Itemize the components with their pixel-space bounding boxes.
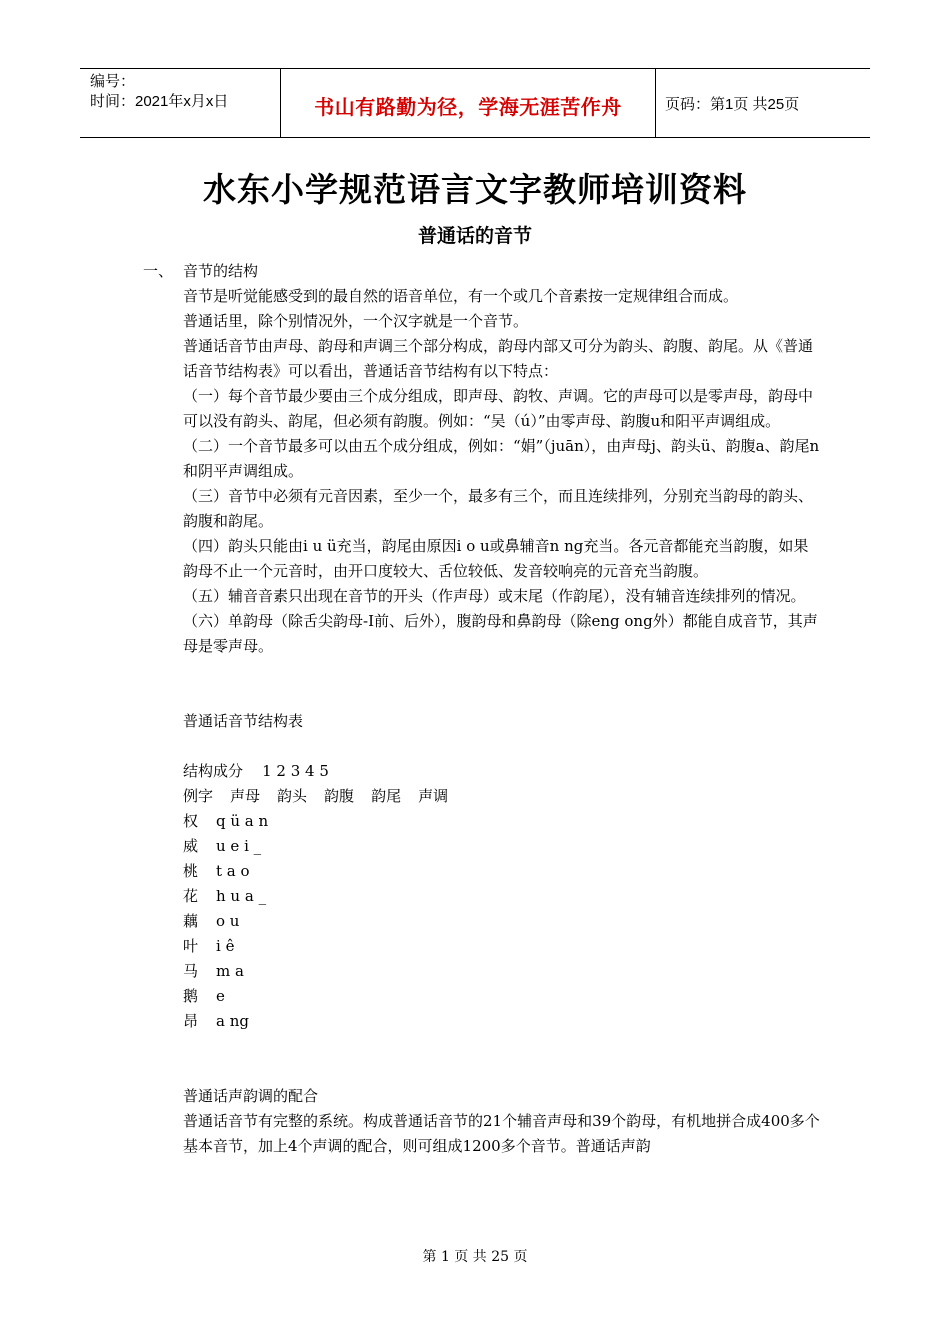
section-heading: 普通话声韵调的配合 xyxy=(183,1087,319,1105)
table-row xyxy=(183,984,823,1009)
document-body xyxy=(183,259,823,1159)
table-header-cell: 声母 xyxy=(230,787,261,805)
table-row xyxy=(183,834,823,859)
header-meta xyxy=(90,72,228,112)
syllable-parts: m a xyxy=(216,962,244,980)
example-char: 叶 xyxy=(183,937,199,955)
table-row xyxy=(183,809,823,834)
section-heading: 音节的结构 xyxy=(183,262,259,280)
paragraph: （五）辅音音素只出现在音节的开头（作声母）或末尾（作韵尾），没有辅音连续排列的情况。 xyxy=(183,587,806,605)
table-header-cell: 韵腹 xyxy=(324,787,355,805)
paragraph: 音节是听觉能感受到的最自然的语音单位，有一个或几个音素按一定规律组合而成。 xyxy=(183,287,739,305)
paragraph: （二）一个音节最多可以由五个成分组成，例如：“娟”（juān），由声母j、韵头ü、韵腹a、韵尾n和阴平声调组成。 xyxy=(183,437,820,480)
document-subtitle: 普通话的音节 xyxy=(417,225,532,247)
table-row xyxy=(183,909,823,934)
syllable-parts: a ng xyxy=(216,1012,249,1030)
page-footer: 第 1 页 共 25 页 xyxy=(422,1249,528,1265)
paragraph: 普通话音节有完整的系统。构成普通话音节的21个辅音声母和39个韵母，有机地拼合成400多个基本音节，加上4个声调的配合，则可组成1200多个音节。普通话声韵 xyxy=(183,1112,820,1155)
syllable-parts: t a o xyxy=(216,862,250,880)
table-header-cell: 韵尾 xyxy=(371,787,402,805)
syllable-parts: q ü a n xyxy=(216,812,269,830)
syllable-parts: i ê xyxy=(216,937,235,955)
example-char: 权 xyxy=(183,812,199,830)
table-row xyxy=(183,959,823,984)
paragraph: （一）每个音节最少要由三个成分组成，即声母、韵牧、声调。它的声母可以是零声母，韵母中可以没有韵头、韵尾，但必须有韵腹。例如：“吴（ú）”由零声母、韵腹u和阳平声调组成。 xyxy=(183,387,814,430)
serial-label: 编号： xyxy=(90,73,136,90)
header-page-info: 页码：第1页 共25页 xyxy=(665,96,800,113)
paragraph: （四）韵头只能由i u ü充当，韵尾由原因i o u或鼻辅音n ng充当。各元音都能充当韵腹，如果韵母不止一个元音时，由开口度较大、舌位较低、发音较响亮的元音充当韵腹。 xyxy=(183,537,809,580)
table-header-cell: 声调 xyxy=(418,787,449,805)
components-row: 结构成分 1 2 3 4 5 xyxy=(183,762,329,780)
syllable-parts: e xyxy=(216,987,225,1005)
table-row xyxy=(183,859,823,884)
syllable-parts: o u xyxy=(216,912,240,930)
syllable-parts: h u a _ xyxy=(216,887,267,905)
example-char: 花 xyxy=(183,887,199,905)
table-row xyxy=(183,1009,823,1034)
document-title: 水东小学规范语言文字教师培训资料 xyxy=(203,170,747,209)
table-header-cell: 例字 xyxy=(183,787,214,805)
table-header-cell: 韵头 xyxy=(277,787,308,805)
example-char: 鹅 xyxy=(183,987,199,1005)
example-char: 马 xyxy=(183,962,199,980)
example-char: 威 xyxy=(183,837,199,855)
example-char: 昂 xyxy=(183,1012,199,1030)
paragraph: （六）单韵母（除舌尖韵母-I前、后外），腹韵母和鼻韵母（除eng ong外）都能自成音节，其声母是零声母。 xyxy=(183,612,818,655)
section-number: 一、 xyxy=(143,262,174,280)
paragraph: 普通话音节由声母、韵母和声调三个部分构成，韵母内部又可分为韵头、韵腹、韵尾。从《普通话音节结构表》可以看出，普通话音节结构有以下特点： xyxy=(183,337,814,380)
syllable-parts: u e i _ xyxy=(216,837,262,855)
table-caption: 普通话音节结构表 xyxy=(183,712,304,730)
paragraph: （三）音节中必须有元音因素，至少一个，最多有三个，而且连续排列，分别充当韵母的韵头、韵腹和韵尾。 xyxy=(183,487,814,530)
example-char: 藕 xyxy=(183,912,199,930)
table-row xyxy=(183,934,823,959)
table-row xyxy=(183,884,823,909)
time-label: 时间：2021年x月x日 xyxy=(90,93,229,110)
paragraph: 普通话里，除个别情况外，一个汉字就是一个音节。 xyxy=(183,312,529,330)
table-header-row xyxy=(183,784,823,809)
header-divider xyxy=(655,69,656,137)
example-char: 桃 xyxy=(183,862,199,880)
page-header-table xyxy=(80,68,870,138)
header-motto: 书山有路勤为径，学海无涯苦作舟 xyxy=(314,95,622,119)
